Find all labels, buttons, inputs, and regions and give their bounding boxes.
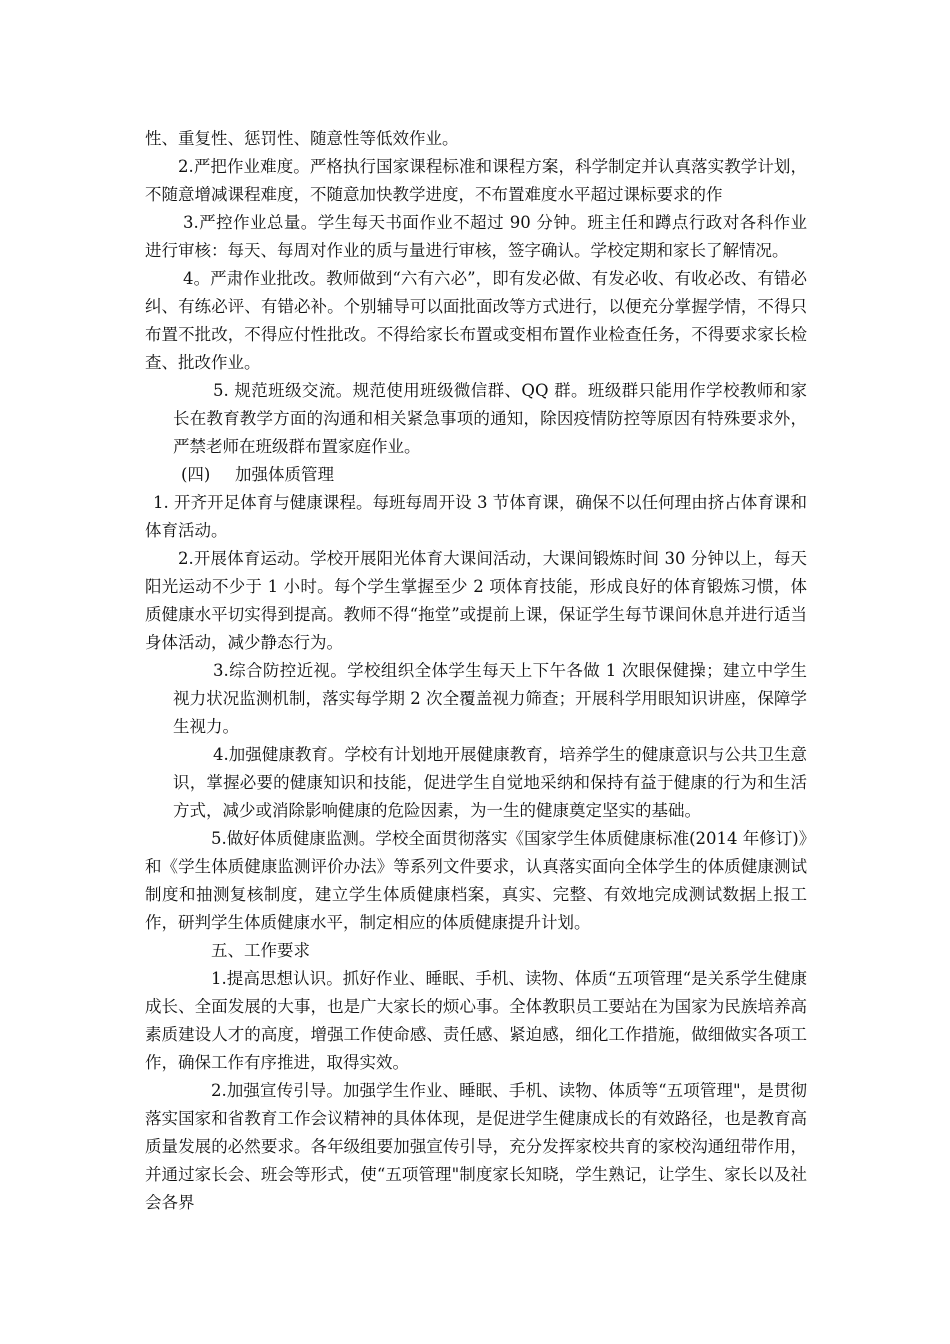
paragraph-continuation: 性、重复性、惩罚性、随意性等低效作业。 bbox=[145, 129, 459, 148]
paragraph-raise-awareness: 1.提高思想认识。抓好作业、睡眠、手机、读物、体质“五项管理“是关系学生健康成长、全面发展的大事，也是广大家长的烦心事。全体教职员工要站在为国家为民族培养高素质建设人才的高度，增强工作使命感、责任感、紧迫感，细化工作措施，做细做实各项工作，确保工作有序推进，取得实效。 bbox=[145, 969, 807, 1072]
section-heading-work-requirements: 五、工作要求 bbox=[211, 941, 310, 960]
section-heading-physique bbox=[145, 461, 807, 489]
paragraph-homework-total: 3.严控作业总量。学生每天书面作业不超过 90 分钟。班主任和蹲点行政对各科作业进行审核：每天、每周对作业的质与量进行审核，签字确认。学校定期和家长了解情况。 bbox=[145, 213, 807, 260]
section-number: (四) bbox=[181, 465, 211, 484]
paragraph-health-education: 4.加强健康教育。学校有计划地开展健康教育，培养学生的健康意识与公共卫生意识，掌握必要的健康知识和技能，促进学生自觉地采纳和保持有益于健康的行为和生活方式，减少或消除影响健康的危险因素，为一生的健康奠定坚实的基础。 bbox=[173, 745, 807, 820]
paragraph-fitness-monitoring: 5.做好体质健康监测。学校全面贯彻落实《国家学生体质健康标准(2014 年修订)》和《学生体质健康监测评价办法》等系列文件要求，认真落实面向全体学生的体质健康测试制度和抽测复核制度，建立学生体质健康档案，真实、完整、有效地完成测试数据上报工作，研判学生体质健康水平，制定相应的体质健康提升计划。 bbox=[145, 829, 807, 932]
paragraph-publicity-guidance: 2.加强宣传引导。加强学生作业、睡眠、手机、读物、体质等“五项管理"，是贯彻落实国家和省教育工作会议精神的具体体现，是促进学生健康成长的有效路径，也是教育高质量发展的必然要求。各年级组要加强宣传引导，充分发挥家校共育的家校沟通纽带作用，并通过家长会、班会等形式，使“五项管理"制度家长知晓，学生熟记，让学生、家长以及社会各界 bbox=[145, 1081, 807, 1212]
paragraph-homework-difficulty: 2.严把作业难度。严格执行国家课程标准和课程方案，科学制定并认真落实教学计划，不随意增减课程难度，不随意加快教学进度，不布置难度水平超过课标要求的作 bbox=[145, 157, 807, 204]
paragraph-homework-grading: 4。严肃作业批改。教师做到“六有六必”，即有发必做、有发必收、有收必改、有错必纠、有练必评、有错必补。个别辅导可以面批面改等方式进行，以便充分掌握学情，不得只布置不批改，不得应付性批改。不得给家长布置或变相布置作业检查任务，不得要求家长检查、批改作业。 bbox=[145, 269, 807, 372]
paragraph-class-communication: 5. 规范班级交流。规范使用班级微信群、QQ 群。班级群只能用作学校教师和家长在教育教学方面的沟通和相关紧急事项的通知，除因疫情防控等原因有特殊要求外，严禁老师在班级群布置家庭作业。 bbox=[173, 381, 807, 456]
paragraph-myopia-control: 3.综合防控近视。学校组织全体学生每天上下午各做 1 次眼保健操；建立中学生视力状况监测机制，落实每学期 2 次全覆盖视力筛查；开展科学用眼知识讲座，保障学生视力。 bbox=[173, 661, 807, 736]
paragraph-sports-activity: 2.开展体育运动。学校开展阳光体育大课间活动，大课间锻炼时间 30 分钟以上，每天阳光运动不少于 1 小时。每个学生掌握至少 2 项体育技能，形成良好的体育锻炼习惯，体质健康水平切实得到提高。教师不得“拖堂”或提前上课，保证学生每节课间休息并进行适当身体活动，减少静态行为。 bbox=[145, 549, 807, 652]
document-body bbox=[145, 125, 807, 1217]
paragraph-pe-courses: 1. 开齐开足体育与健康课程。每班每周开设 3 节体育课，确保不以任何理由挤占体育课和体育活动。 bbox=[145, 493, 807, 540]
section-title: 加强体质管理 bbox=[235, 465, 334, 484]
